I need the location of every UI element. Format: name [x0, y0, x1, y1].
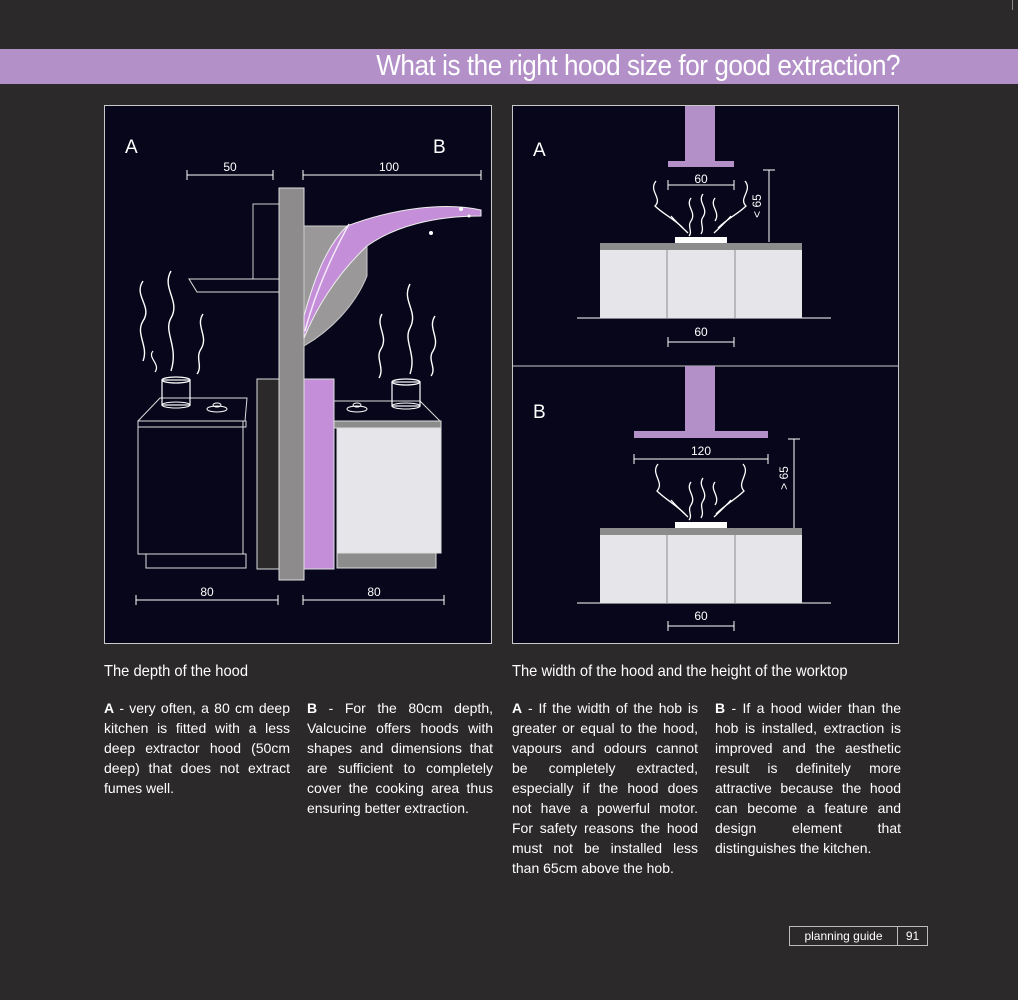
section-b-label: B — [533, 402, 546, 423]
width-text-a-body: - If the width of the hob is greater or equal to the hood, vapours and odours cannot be completely extracted, especially if the hood does not have a powerful motor. For safety reasons the hood must not be installed less than 65cm above the hob. — [512, 700, 698, 876]
page-number: 91 — [905, 929, 920, 943]
title-band — [0, 49, 1018, 84]
width-text-a-lead: A — [512, 700, 523, 716]
page-title: What is the right hood size for good extraction? — [376, 50, 900, 82]
depth-text-b — [307, 698, 493, 818]
dim-label-a-hood-width: 60 — [694, 172, 708, 186]
footer-page-tag — [789, 926, 928, 946]
kitchen-b — [304, 207, 481, 569]
depth-text-a-lead: A — [104, 700, 115, 716]
width-text-b-lead: B — [715, 700, 726, 716]
dim-label-b-hob: 60 — [694, 609, 708, 623]
diagram-label-a: A — [125, 137, 138, 158]
footer-label: planning guide — [790, 927, 898, 945]
wall-divider — [257, 188, 304, 580]
depth-diagram — [105, 106, 491, 643]
dim-label-b-hood-width: 120 — [690, 444, 712, 458]
dim-label-b-base: 80 — [367, 585, 381, 599]
dim-label-a-hood: 50 — [223, 160, 237, 174]
width-heading: The width of the hood and the height of the worktop — [512, 663, 848, 680]
depth-text-b-body: - For the 80cm depth, Valcucine offers hoods with shapes and dimensions that are sufficient to completely cover the cooking area thus ensuring better extraction. — [307, 700, 493, 816]
depth-text-a-body: - very often, a 80 cm deep kitchen is fitted with a less deep extractor hood (50cm deep) that does not extract fumes well. — [104, 700, 290, 796]
dim-label-a-hob: 60 — [694, 325, 708, 339]
depth-text-b-lead: B — [307, 700, 318, 716]
section-a-label: A — [533, 140, 546, 161]
width-diagram — [513, 106, 898, 643]
dim-label-a-height: < 65 — [750, 194, 764, 218]
depth-text-a — [104, 698, 290, 798]
diagram-label-b: B — [433, 137, 446, 158]
depth-diagram-panel — [104, 105, 492, 644]
width-text-b-body: - If a hood wider than the hob is installed, extraction is improved and the aesthetic result is definitely more attractive because the hood can become a feature and design element that distinguishes the kitchen. — [715, 700, 901, 856]
width-section-b — [577, 366, 831, 631]
width-text-b — [715, 698, 901, 858]
depth-heading: The depth of the hood — [104, 663, 249, 680]
dim-label-a-base: 80 — [200, 585, 214, 599]
width-diagram-panel — [512, 105, 899, 644]
dim-label-b-height: > 65 — [777, 466, 791, 490]
page-edge-mark — [1012, 0, 1013, 10]
width-text-a — [512, 698, 698, 878]
dim-label-b-hood: 100 — [378, 160, 400, 174]
width-section-a — [577, 106, 831, 347]
